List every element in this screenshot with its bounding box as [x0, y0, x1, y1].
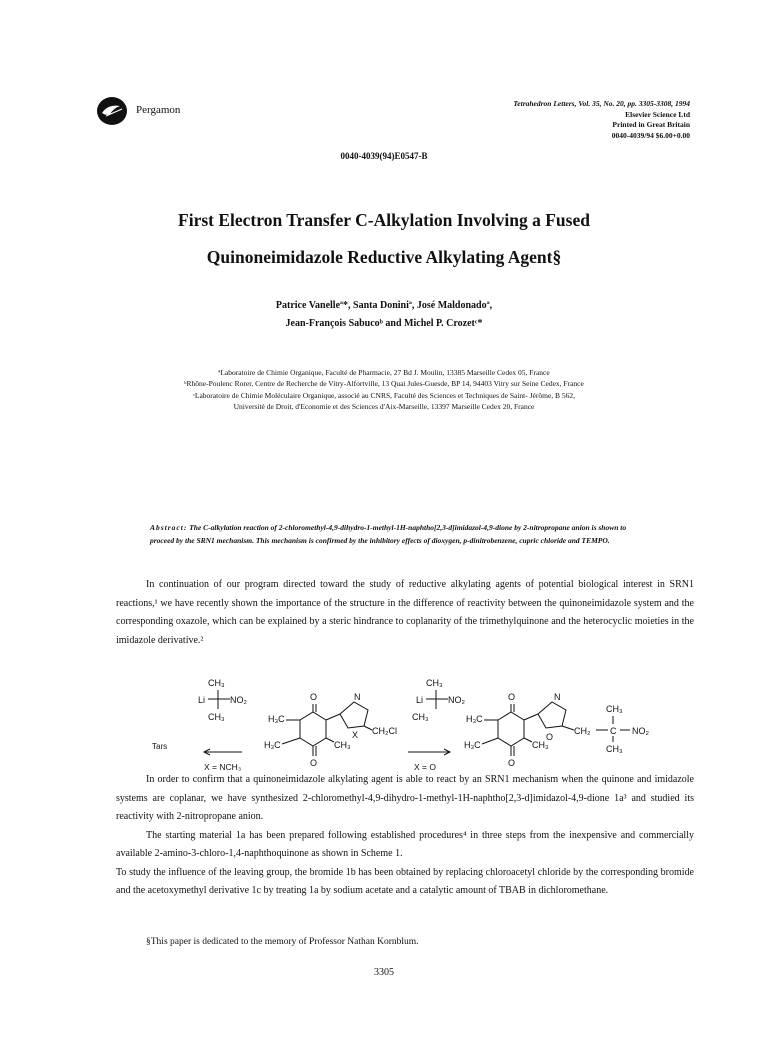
scheme-q1-ch3: CH₃ — [334, 740, 351, 750]
scheme-right-ch3-bot: CH₃ — [412, 712, 429, 722]
scheme-q2-o-ring: O — [546, 732, 554, 742]
scheme-q2-ch2: CH₂ — [574, 726, 591, 736]
scheme-q1-h3c-bot: H₃C — [264, 740, 281, 750]
scheme-q1-h3c-top: H₃C — [268, 714, 285, 724]
abstract-label: Abstract: — [150, 523, 188, 532]
affiliation-c: ᶜLaboratoire de Chimie Moléculaire Organique, associé au CNRS, Faculté des Sciences et Techniques de Saint- Jérôme, B 562, — [192, 390, 576, 400]
scheme-tars: Tars — [152, 742, 168, 751]
scheme-q1-o-top: O — [310, 692, 318, 702]
title-line-1: First Electron Transfer C-Alkylation Involving a Fused — [178, 210, 590, 230]
scheme-q2-no2: NO₂ — [632, 726, 649, 736]
abstract — [150, 521, 638, 547]
scheme-left-ch3-top: CH₃ — [208, 678, 225, 688]
scheme-right-no2: NO₂ — [448, 695, 465, 705]
scheme-cond-right: X = O — [414, 762, 436, 772]
affiliation-b: ᵇRhône-Poulenc Rorer, Centre de Recherche de Vitry-Alfortville, 13 Quai Jules-Guesde, BP 14, 94403 Vitry sur Seine Cedex, France — [184, 379, 584, 389]
scheme-q1-x: X — [352, 730, 359, 740]
scheme-q2-c: C — [610, 726, 617, 736]
paper-title — [0, 202, 768, 276]
publisher-name: Pergamon — [136, 104, 181, 116]
affiliation-a: ªLaboratoire de Chimie Organique, Faculté de Pharmacie, 27 Bd J. Moulin, 13385 Marseille Cedex 05, France — [218, 368, 550, 377]
page-number: 3305 — [374, 967, 394, 978]
scheme-q1-n: N — [354, 692, 361, 702]
paragraph-1-text: In continuation of our program directed toward the study of reductive alkylating agents of potential biological interest in SRN1 reactions,¹ we have recently shown the importance of the structure in the difference of reactivity between the quinoneimidazole system and the corresponding oxazole, which can be explained by a steric hindrance to coplanarity of the trimethylquinone and the heterocyclic moieties in the imidazole derivative.² — [116, 579, 694, 646]
paragraph-2-text: In order to confirm that a quinoneimidazole alkylating agent is able to react by an SRN1 mechanism when the quinone and imidazole systems are coplanar, we have synthesized 2-chloromethyl-4,9-dihydro-1-methyl-1H-naphtho[2,3-d]imidazol-4,9-dione 1a³ and studied its reactivity with 2-nitropropane anion. — [116, 774, 694, 822]
journal-printed: Printed in Great Britain — [612, 120, 690, 129]
journal-citation: Tetrahedron Letters, Vol. 35, No. 20, pp. 3305-3308, 1994 — [513, 99, 690, 108]
paragraph-4-text: To study the influence of the leaving group, the bromide 1b has been obtained by replacing chloroacetyl chloride by the corresponding bromide and the acetoxymethyl derivative 1c by treating 1a by sodium acetate and a catalytic amount of TBAB in dichloromethane. — [116, 866, 694, 896]
abstract-text: The C-alkylation reaction of 2-chloromethyl-4,9-dihydro-1-methyl-1H-naphtho[2,3-d]imidazol-4,9-dione by 2-nitropropane anion is shown to proceed by the SRN1 mechanism. This mechanism is confirmed by the inhibitory effects of dioxygen, p-dinitrobenzene, cupric chloride and TEMPO. — [150, 523, 627, 545]
authors-line-2: Jean-François Sabucoᵇ and Michel P. Crozetᶜ* — [285, 318, 483, 329]
scheme-q2-h3c-top: H₃C — [466, 714, 483, 724]
body-paragraphs — [116, 771, 694, 901]
pergamon-logo-icon — [96, 96, 130, 126]
scheme-left-li: Li — [198, 695, 206, 705]
affiliations — [0, 367, 768, 412]
scheme-q2-o-top: O — [508, 692, 516, 702]
scheme-right-li: Li — [416, 695, 424, 705]
title-line-2: Quinoneimidazole Reductive Alkylating Agent§ — [206, 247, 562, 267]
journal-info — [513, 99, 690, 141]
reaction-scheme — [150, 676, 690, 786]
journal-issn: 0040-4039/94 $6.00+0.00 — [611, 130, 690, 140]
scheme-left-no2: NO₂ — [230, 695, 247, 705]
body-paragraph-1 — [116, 576, 694, 650]
doi-code: 0040-4039(94)E0547-B — [340, 151, 428, 161]
scheme-q2-ch3-top: CH₃ — [606, 704, 623, 714]
footnote: §This paper is dedicated to the memory of Professor Nathan Kornblum. — [146, 937, 419, 947]
author-list — [0, 297, 768, 333]
scheme-q2-n: N — [554, 692, 561, 702]
affiliation-c-cont: Université de Droit, d'Economie et des Sciences d'Aix-Marseille, 13397 Marseille Cedex 20, France — [233, 401, 535, 411]
scheme-cond-left: X = NCH₃ — [204, 762, 242, 772]
journal-publisher: Elsevier Science Ltd — [625, 109, 690, 119]
scheme-q1-o-bot: O — [310, 758, 318, 768]
scheme-right-ch3-top: CH₃ — [426, 678, 443, 688]
authors-line-1: Patrice Vanelleª*, Santa Doniniª, José Maldonadoª, — [275, 300, 493, 311]
scheme-left-ch3-bot: CH₃ — [208, 712, 225, 722]
paragraph-3-text: The starting material 1a has been prepared following established procedures⁴ in three steps from the inexpensive and commercially available 2-amino-3-chloro-1,4-naphthoquinone as shown in Scheme 1. — [116, 829, 694, 859]
scheme-q2-ch3: CH₃ — [532, 740, 549, 750]
scheme-q1-ch2cl: CH₂Cl — [372, 726, 397, 736]
scheme-q2-h3c-bot: H₃C — [464, 740, 481, 750]
scheme-q2-ch3-bot: CH₃ — [606, 744, 623, 754]
scheme-q2-o-bot: O — [508, 758, 516, 768]
